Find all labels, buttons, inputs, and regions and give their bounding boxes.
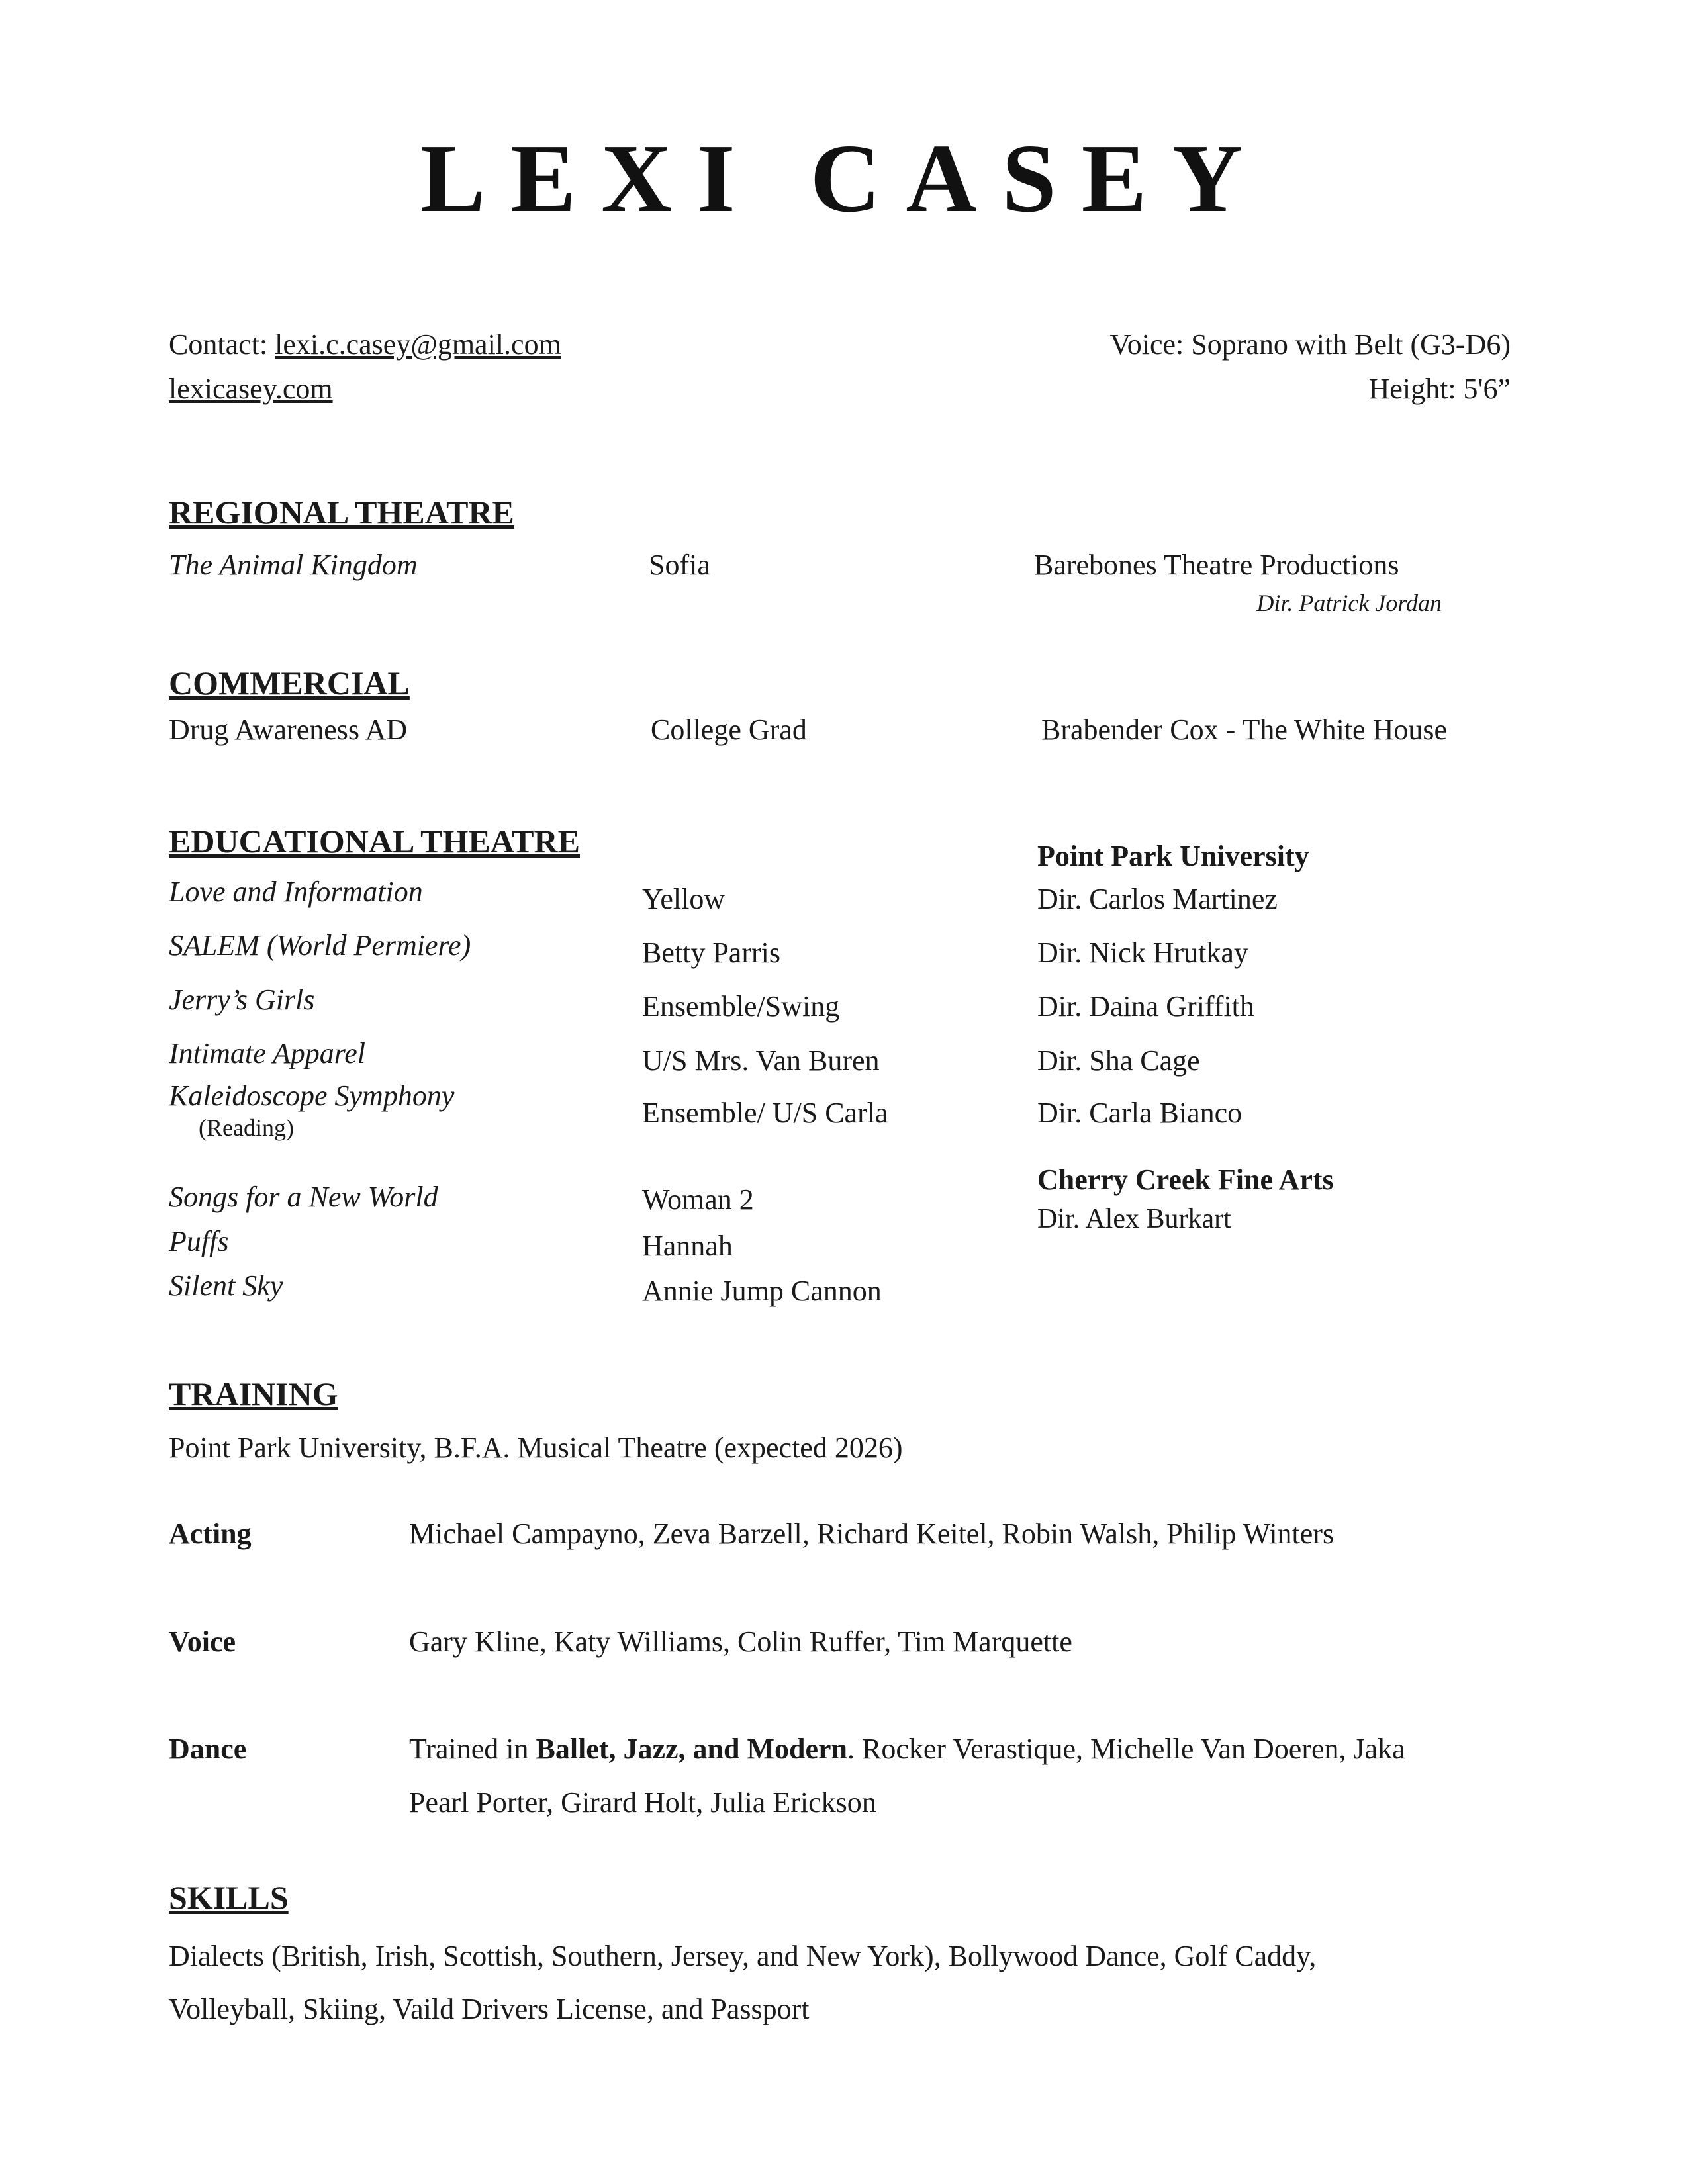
- edu-show: Intimate Apparel: [169, 1037, 365, 1069]
- regional-company: Barebones Theatre Productions: [1034, 549, 1399, 581]
- edu-director: Dir. Daina Griffith: [1037, 990, 1254, 1023]
- commercial-role: College Grad: [651, 713, 807, 746]
- edu-director: Dir. Sha Cage: [1037, 1044, 1200, 1077]
- website-link[interactable]: lexicasey.com: [169, 373, 333, 405]
- edu-role: Betty Parris: [642, 936, 780, 969]
- edu-show: Kaleidoscope Symphony: [169, 1079, 455, 1112]
- training-dance-line-2: Pearl Porter, Girard Holt, Julia Erickson: [409, 1786, 876, 1819]
- training-label-voice: Voice: [169, 1625, 236, 1658]
- section-heading-skills: SKILLS: [169, 1879, 289, 1916]
- regional-director: Dir. Patrick Jordan: [1256, 590, 1442, 616]
- edu-show: Songs for a New World: [169, 1181, 438, 1213]
- training-acting-teachers: Michael Campayno, Zeva Barzell, Richard Keitel, Robin Walsh, Philip Winters: [409, 1518, 1335, 1550]
- edu-show: Jerry’s Girls: [169, 983, 315, 1016]
- contact-line: [169, 328, 561, 361]
- dance-teachers: . Rocker Verastique, Michelle Van Doeren, Jaka: [847, 1733, 1405, 1765]
- training-degree: Point Park University, B.F.A. Musical Theatre (expected 2026): [169, 1432, 903, 1464]
- edu-role: U/S Mrs. Van Buren: [642, 1044, 880, 1077]
- skills-line-2: Volleyball, Skiing, Vaild Drivers License, and Passport: [169, 1993, 810, 2025]
- resume-name: LEXI CASEY: [420, 124, 1268, 233]
- edu-role: Ensemble/ U/S Carla: [642, 1097, 888, 1129]
- edu-role: Annie Jump Cannon: [642, 1275, 882, 1307]
- training-dance-line-1: [409, 1732, 1405, 1766]
- edu-show: Puffs: [169, 1225, 229, 1257]
- training-label-dance: Dance: [169, 1733, 247, 1765]
- email-link[interactable]: lexi.c.casey@gmail.com: [275, 328, 561, 361]
- section-heading-training: TRAINING: [169, 1375, 338, 1412]
- voice-type: Voice: Soprano with Belt (G3-D6): [1109, 328, 1511, 361]
- height: Height: 5'6”: [1368, 373, 1511, 405]
- edu-role: Hannah: [642, 1230, 733, 1262]
- dance-styles: Ballet, Jazz, and Modern: [536, 1733, 848, 1765]
- edu-director: Dir. Carla Bianco: [1037, 1097, 1243, 1129]
- edu-show-note: (Reading): [199, 1115, 294, 1141]
- training-label-acting: Acting: [169, 1518, 252, 1550]
- edu-director: Dir. Nick Hrutkay: [1037, 936, 1248, 969]
- regional-show: The Animal Kingdom: [169, 549, 418, 581]
- edu-director: Dir. Carlos Martinez: [1037, 883, 1278, 915]
- contact-label: Contact:: [169, 328, 275, 361]
- section-heading-regional: REGIONAL THEATRE: [169, 494, 514, 531]
- section-heading-commercial: COMMERCIAL: [169, 664, 410, 702]
- training-voice-teachers: Gary Kline, Katy Williams, Colin Ruffer, Tim Marquette: [409, 1625, 1072, 1658]
- dance-prefix: Trained in: [409, 1733, 536, 1765]
- edu-role: Ensemble/Swing: [642, 990, 840, 1023]
- edu-show: SALEM (World Permiere): [169, 929, 471, 962]
- section-heading-educational: EDUCATIONAL THEATRE: [169, 823, 580, 860]
- edu-show: Silent Sky: [169, 1269, 283, 1302]
- edu-director: Dir. Alex Burkart: [1037, 1204, 1231, 1234]
- edu-show: Love and Information: [169, 876, 423, 908]
- commercial-title: Drug Awareness AD: [169, 713, 408, 746]
- school-point-park: Point Park University: [1037, 840, 1309, 872]
- regional-role: Sofia: [649, 549, 710, 581]
- edu-role: Yellow: [642, 883, 726, 915]
- edu-role: Woman 2: [642, 1183, 754, 1216]
- skills-line-1: Dialects (British, Irish, Scottish, Southern, Jersey, and New York), Bollywood Dance, Golf Caddy,: [169, 1940, 1317, 1972]
- school-cherry-creek: Cherry Creek Fine Arts: [1037, 1163, 1334, 1196]
- commercial-client: Brabender Cox - The White House: [1041, 713, 1447, 746]
